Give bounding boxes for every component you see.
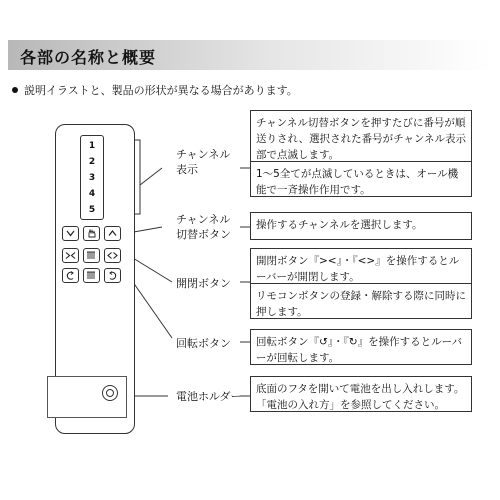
section-title: 各部の名称と概要 — [20, 48, 157, 67]
open-louver-button[interactable] — [104, 248, 121, 263]
label-channel-display: チャンネル表示 — [176, 148, 231, 176]
channel-display — [80, 135, 104, 220]
close-louver-button[interactable] — [62, 248, 79, 263]
close-louver-icon — [63, 249, 78, 262]
channel-number: 3 — [88, 173, 96, 183]
hand-icon — [84, 227, 99, 240]
stop-louver-button[interactable] — [83, 248, 100, 263]
label-rotate: 回転ボタン — [176, 337, 231, 350]
desc-rotate: 回転ボタン『↺』・『↻』を操作するとルーバーが回転します。 — [250, 329, 472, 365]
channel-select-button[interactable] — [83, 226, 100, 241]
stop-icon — [84, 249, 99, 262]
channel-number: 1 — [88, 141, 96, 151]
desc-channel-display-2: 1～5全てが点滅しているときは、オール機能で一斉操作作用です。 — [250, 161, 472, 197]
rotate-left-icon — [63, 269, 78, 282]
channel-down-button[interactable] — [62, 226, 79, 241]
label-open-close: 開閉ボタン — [176, 277, 231, 290]
channel-number: 2 — [88, 157, 96, 167]
rotate-right-button[interactable] — [104, 268, 121, 283]
desc-open-close-2: リモコンボタンの登録・解除する際に同時に押します。 — [250, 283, 472, 319]
desc-battery: 底面のフタを開いて電池を出し入れします。「電池の入れ方」を参照してください。 — [250, 376, 472, 412]
desc-channel-display-1: チャンネル切替ボタンを押すたびに番号が順送りされ、選択された番号がチャンネル表示部で点滅します。 — [250, 110, 472, 162]
open-louver-icon — [105, 249, 120, 262]
channel-number: 5 — [88, 205, 96, 215]
rotate-left-button[interactable] — [62, 268, 79, 283]
battery-holder-inner-ring — [106, 389, 114, 397]
rotate-stop-button[interactable] — [83, 268, 100, 283]
desc-channel-switch: 操作するチャンネルを選択します。 — [250, 212, 472, 240]
stop-icon — [84, 269, 99, 282]
chevron-down-icon — [63, 227, 78, 240]
rotate-right-icon — [105, 269, 120, 282]
label-battery: 電池ホルダー — [176, 390, 242, 403]
note-text: 説明イラストと、製品の形状が異なる場合があります。 — [24, 84, 298, 97]
desc-open-close-1: 開閉ボタン『><』・『<>』を操作するとルーバーが開閉します。 — [250, 248, 472, 284]
channel-up-button[interactable] — [104, 226, 121, 241]
chevron-up-icon — [105, 227, 120, 240]
channel-number: 4 — [88, 189, 96, 199]
label-channel-switch: チャンネル切替ボタン — [176, 213, 231, 241]
